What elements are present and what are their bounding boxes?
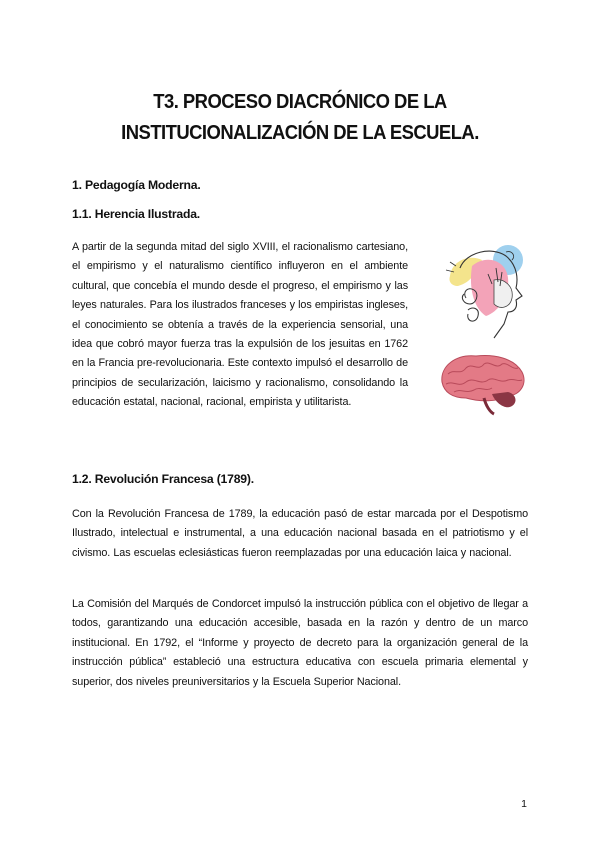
swirl-doodle bbox=[468, 308, 479, 321]
paragraph-revolucion-francesa: Con la Revolución Francesa de 1789, la educación pasó de estar marcada por el Despotismo Ilustrado, intelectual e instrumental, a una educación nacional basada en el patriotismo y el civismo. Las escuelas eclesiásticas fueron reemplazadas por una educación laica y nacional. bbox=[72, 508, 528, 559]
document-title bbox=[66, 86, 534, 148]
paragraph-condorcet: La Comisión del Marqués de Condorcet impulsó la instrucción pública con el objetivo de llegar a todos, garantizando una educación accesible, basada en la razón y dentro de un marco institucional. En 1792, el “Informe y proyecto de decreto para la organización general de la instrucción pública” estableció una estructura educativa con escuela primaria elemental y superior, dos niveles preuniversitarios y la Escuela Superior Nacional. bbox=[72, 598, 528, 688]
heading-revolucion-francesa: 1.2. Revolución Francesa (1789). bbox=[72, 472, 254, 486]
head-profile-illustration bbox=[436, 238, 528, 340]
heading-pedagogia-moderna: 1. Pedagogía Moderna. bbox=[72, 178, 201, 192]
title-line-1: T3. PROCESO DIACRÓNICO DE LA bbox=[153, 90, 447, 113]
paragraph-herencia-ilustrada: A partir de la segunda mitad del siglo XVIII, el racionalismo cartesiano, el empirismo y el naturalismo científico influyeron en el ambiente cultural, que concebía el mundo desde el progreso, el empirismo y las leyes naturales. Para los ilustrados franceses y los empiristas ingleses, el conocimiento se obtenía a través de la experiencia sensorial, una idea que cobró mayor fuerza tras la expulsión de los jesuitas en 1762 en la Francia pre-revolucionaria. Este contexto impulsó el desarrollo de principios de secularización, laicismo y racionalismo, consolidando la educación estatal, nacional, racional, empirista y utilitarista. bbox=[72, 241, 408, 409]
brain-cerebellum bbox=[492, 392, 515, 407]
brain-illustration bbox=[436, 352, 528, 416]
title-line-2: INSTITUCIONALIZACIÓN DE LA ESCUELA. bbox=[121, 121, 479, 144]
page-number: 1 bbox=[521, 798, 527, 810]
heading-herencia-ilustrada: 1.1. Herencia Ilustrada. bbox=[72, 207, 200, 221]
white-shape bbox=[494, 280, 512, 308]
